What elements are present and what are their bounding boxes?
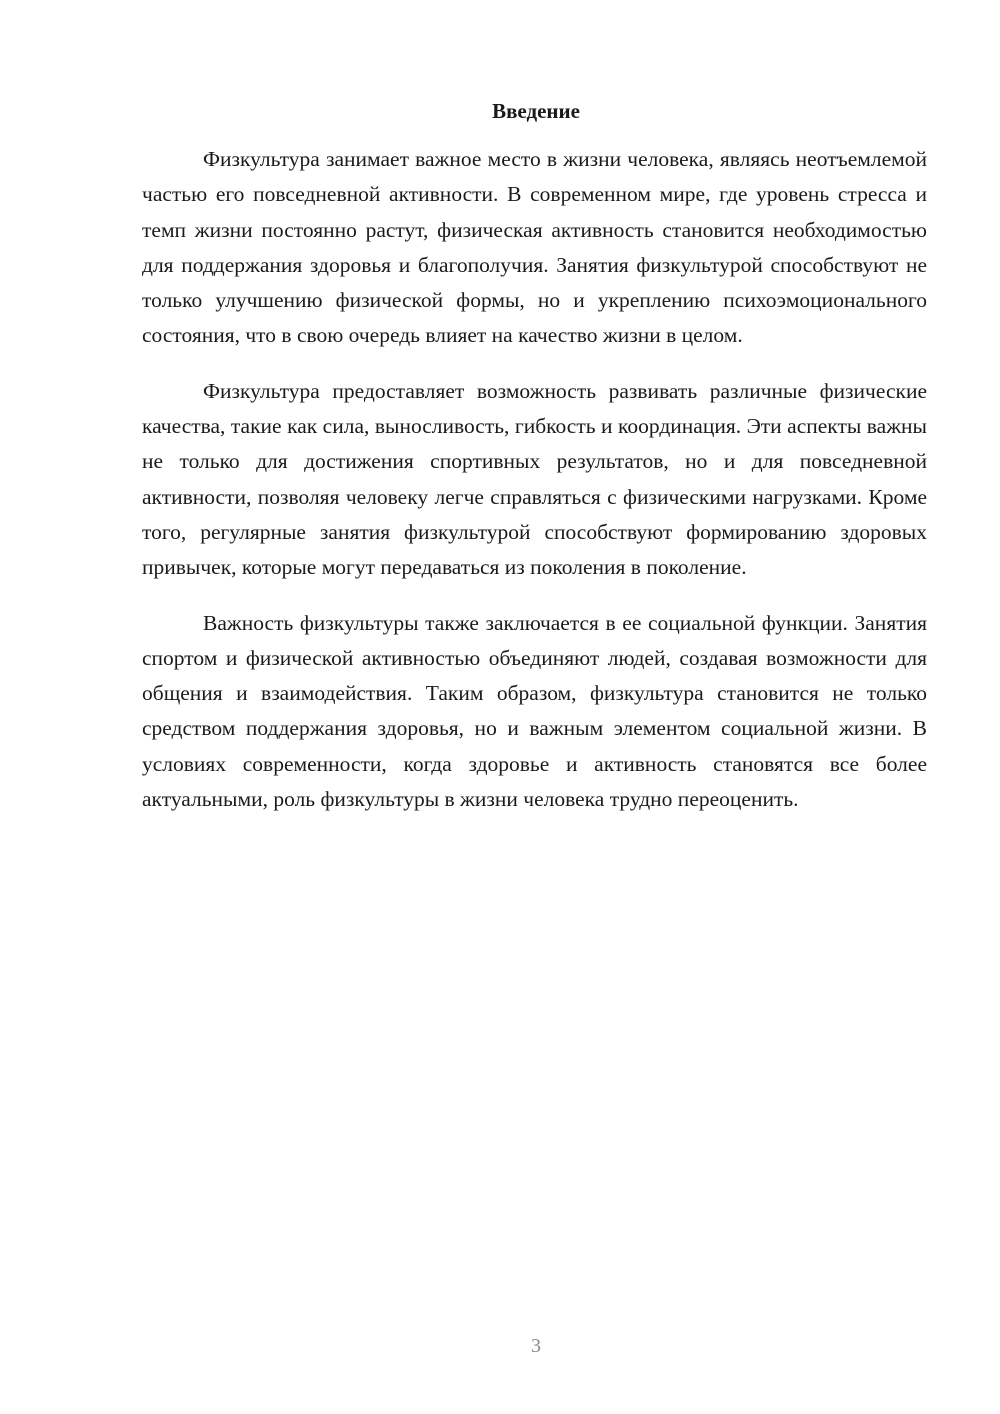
section-heading: Введение <box>492 99 580 123</box>
paragraph-1: Физкультура занимает важное место в жизни человека, являясь неотъемлемой частью его повседневной активности. В современном мире, где уровень стресса и темп жизни постоянно растут, физическая активность становится необходимостью для поддержания здоровья и благополучия. Занятия физкультурой способствуют не только улучшению физической формы, но и укреплению психоэмоционального состояния, что в свою очередь влияет на качество жизни в целом. <box>142 147 927 348</box>
page-number: 3 <box>531 1335 541 1357</box>
body-text <box>142 142 927 837</box>
paragraph-2: Физкультура предоставляет возможность развивать различные физические качества, такие как сила, выносливость, гибкость и координация. Эти аспекты важны не только для достижения спортивных результатов, но и для повседневной активности, позволяя человеку легче справляться с физическими нагрузками. Кроме того, регулярные занятия физкультурой способствуют формированию здоровых привычек, которые могут передаваться из поколения в поколение. <box>142 378 927 580</box>
paragraph-3: Важность физкультуры также заключается в ее социальной функции. Занятия спортом и физической активностью объединяют людей, создавая возможности для общения и взаимодействия. Таким образом, физкультура становится не только средством поддержания здоровья, но и важным элементом социальной жизни. В условиях современности, когда здоровье и активность становятся все более актуальными, роль физкультуры в жизни человека трудно переоценить. <box>142 610 927 812</box>
